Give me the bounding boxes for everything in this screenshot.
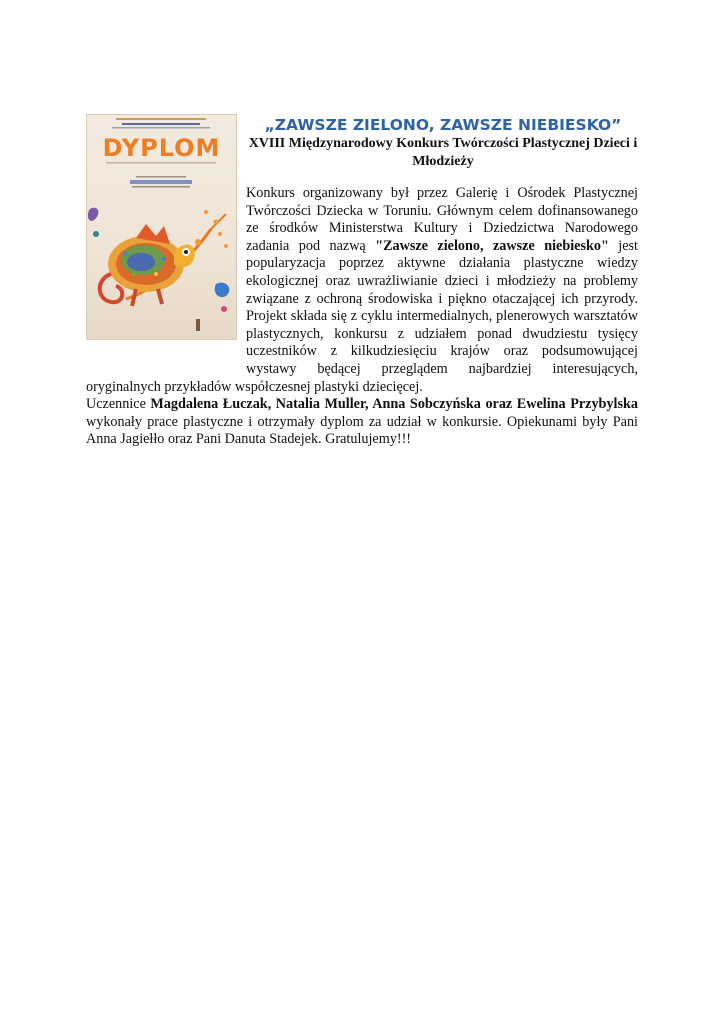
article-body	[86, 185, 638, 449]
image-spacer	[86, 185, 246, 378]
paragraph-2-text-a: Uczennice	[86, 396, 151, 413]
article-title: „ZAWSZE ZIELONO, ZAWSZE NIEBIESKO”	[264, 116, 622, 134]
paragraph-2-text-b: wykonały prace plastyczne i otrzymały dyplom za udział w konkursie. Opiekunami były Pani Anna Jagiełło oraz Pani Danuta Stadejek. Gratulujemy!!!	[86, 413, 638, 448]
competition-name-bold: "Zawsze zielono, zawsze niebiesko"	[375, 237, 609, 254]
paragraph-students	[86, 396, 638, 449]
paragraph-1-text-a: Konkurs organizowany był przez Galerię i Ośrodek Plastycznej Twórczości Dziecka w Toruniu. Głównym celem dofinansowanego ze środków Ministerstwa Kultury i Dziedzictwa Narodowego zadania pod nazwą	[246, 185, 638, 254]
paragraph-1-text-b: jest popularyzacja poprzez aktywne działania plastyczne wiedzy ekologicznej oraz uwrażliwianie dzieci i młodzieży na problemy związane z ochroną środowiska i piękno otaczającej ich przyrody. Projekt składa się z cyklu intermedialnych, plenerowych warsztatów plastycznych, konkursu z udziałem ponad dwudziestu tysięcy uczestników z kilkudziesięciu krajów oraz podsumowującej wystawy będącej przeglądem najbardziej interesujących, oryginalnych przykładów współczesnej plastyki dziecięcej.	[86, 237, 638, 395]
poster-heading: DYPLOM	[102, 134, 221, 162]
article-subtitle: XVIII Międzynarodowy Konkurs Twórczości Plastycznej Dzieci i Młodzieży	[248, 136, 638, 169]
student-names-bold: Magdalena Łuczak, Natalia Muller, Anna Sobczyńska oraz Ewelina Przybylska	[150, 396, 638, 413]
